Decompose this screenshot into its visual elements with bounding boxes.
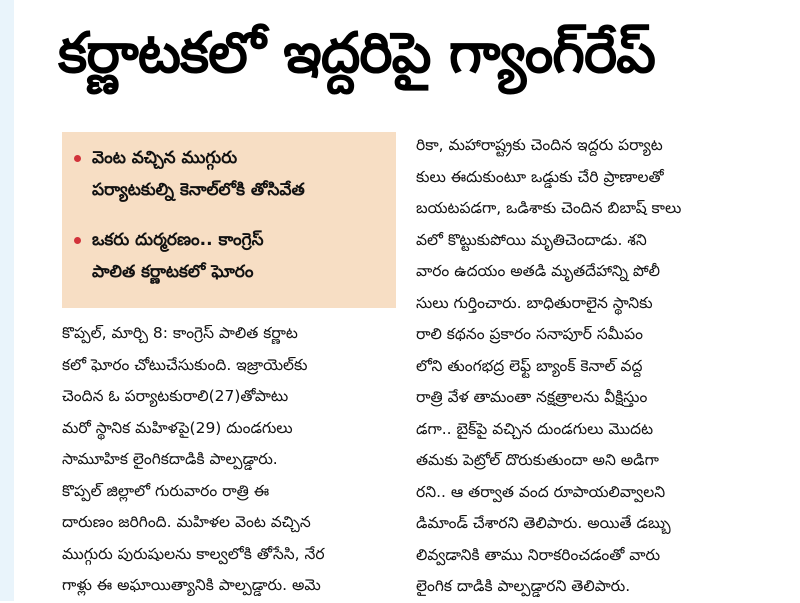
article-column-right [416,130,778,603]
article-line: చెందిన ఓ పర్యాటకురాలి(27)తోపాటు [62,387,289,405]
article-line: ముగ్గురు పురుషులను కాల్వలోకి తోసేసి, నేర [62,544,325,563]
highlight-line: పర్యాటకుల్ని కెనాల్‌లోకి తోసివేత [92,180,305,200]
article-line: రికా, మహారాష్ట్రకు చెందిన ఇద్దరు పర్యాట [416,136,663,154]
article-line: రాత్రి వేళ తామంతా నక్షత్రాలను వీక్షిస్తుం [416,388,648,406]
article-line: కులు ఈదుకుంటూ ఒడ్డుకు చేరి ప్రాణాలతో [416,167,664,186]
page-edge-strip [0,0,14,601]
article-line: కొప్పల్ జిల్లాలో గురువారం రాత్రి ఈ [62,481,270,500]
bullet-dot-icon [74,155,81,162]
highlight-item [76,142,392,206]
article-line: బయటపడగా, ఒడిశాకు చెందిన బిబాష్ కాలు [416,199,682,217]
article-line: వారం ఉదయం అతడి మృతదేహాన్ని పోలీ [416,262,661,280]
article-line: వలో కొట్టుకుపోయి మృతిచెందాడు. శని [416,230,647,249]
article-line: లైంగిక దాడికి పాల్పడ్డారని తెలిపారు. [416,577,631,595]
article-line: సామూహిక లైంగికదాడికి పాల్పడ్డారు. [62,450,278,468]
article-line: గాళ్లు ఈ అఘాయిత్యానికి పాల్పడ్డారు. అమె [62,576,321,594]
article-line: డిమాండ్ చేశారని తెలిపారు. అయితే డబ్బు [416,514,671,532]
article-line: కలో ఘోరం చోటుచేసుకుంది. ఇజ్రాయెల్‌కు [62,355,308,374]
highlight-line: వెంట వచ్చిన ముగ్గురు [92,148,238,168]
bullet-dot-icon [74,237,81,244]
article-line: లివ్వడానికి తాము నిరాకరించడంతో వారు [416,545,661,564]
article-line: కొప్పల్, మార్చి 8: కాంగ్రెస్ పాలిత కర్ణాట [62,324,298,342]
highlights-box [62,132,396,308]
highlight-line: పాలిత కర్ణాటకలో ఘోరం [92,262,254,282]
article-line: మరో స్థానిక మహిళపై(29) దుండగులు [62,418,293,437]
article-line: రని.. ఆ తర్వాత వంద రూపాయలివ్వాలని [416,482,666,501]
article-line: తమకు పెట్రోల్ దొరుకుతుందా అని అడిగా [416,451,659,469]
article-line: రాలి కథనం ప్రకారం సనాపూర్ సమీపం [416,325,644,343]
article-line: డగా.. బైక్‌పై వచ్చిన దుండగులు మొదట [416,419,654,438]
highlight-line: ఒకరు దుర్మరణం.. కాంగ్రెస్ [92,230,264,250]
article-line: లోని తుంగభద్ర లెఫ్ట్ బ్యాంక్ కెనాల్ వద్ద [416,356,643,375]
article-line: సులు గుర్తించారు. బాధితురాలైన స్థానికు [416,293,653,312]
highlight-item [76,224,392,288]
article-column-left [62,318,396,602]
article-line: దారుణం జరిగింది. మహిళల వెంట వచ్చిన [62,513,311,531]
headline: కర్ణాటకలో ఇద్దరిపై గ్యాంగ్‌రేప్ [58,21,655,86]
